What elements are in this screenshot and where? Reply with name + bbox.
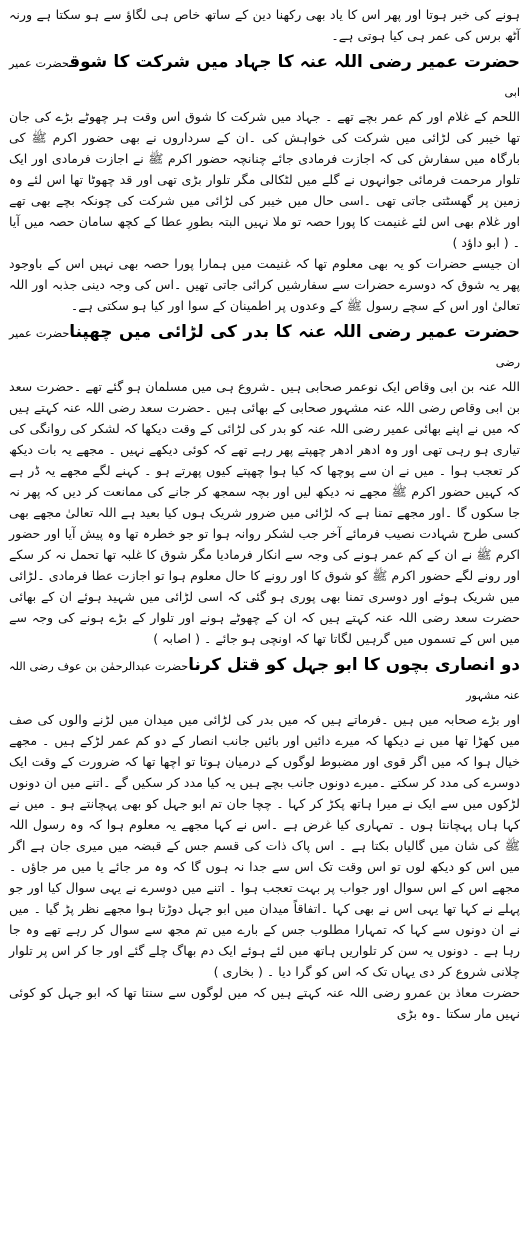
heading-note: حضرت عبدالرحمٰن بن عوف رضی اللہ عنہ مشہور bbox=[9, 660, 520, 702]
paragraph-commentary: ان جیسے حضرات کو یہ بھی معلوم تھا کہ غنیمت میں ہمارا پورا حصہ بھی نہیں اس کے باوجود پھر یہ شوق کہ دوسرے حضرات سے سفارشیں کرائی جاتی تھیں ۔اس کی وجہ دینی جذبہ اور اللہ تعالیٰ اور اس کے سچے رسول ﷺ کے وعدوں پر اطمینان کے سوا اور کیا ہو سکتی ہے۔ bbox=[9, 256, 520, 313]
heading-note: حضرت عمیر ابی bbox=[9, 57, 520, 99]
heading-title: حضرت عمیر رضی اللہ عنہ کا جہاد میں شرکت کا شوق bbox=[69, 51, 520, 71]
paragraph-umair-badr: اللہ عنہ بن ابی وقاص ایک نوعمر صحابی ہیں ۔شروع ہی میں مسلمان ہو گئے تھے ۔حضرت سعد بن ابی وقاص رضی اللہ عنہ مشہور صحابی کے بھائی ہیں ۔حضرت سعد رضی اللہ عنہ کہتے ہیں کہ میں نے اپنے بھائی عمیر رضی اللہ عنہ کو بدر کی لڑائی کے وقت دیکھا کہ لشکر کی روانگی کی تیاری ہو رہی تھی اور وہ ادھر ادھر چھپتے پھر رہے تھے کہ کوئی دیکھے نہیں ۔ مجھے یہ بات دیکھ کر تعجب ہوا ۔ میں نے ان سے پوچھا کہ کیا ہوا چھپتے کیوں پھرتے ہو ۔ کہنے لگے مجھے یہ ڈر ہے کہ کہیں حضور اکرم ﷺ مجھے نہ دیکھ لیں اور بچہ سمجھ کر جانے کی ممانعت کر دیں کہ پھر نہ جا سکوں گا ۔اور مجھے تمنا ہے کہ لڑائی میں ضرور شریک ہوں کیا بعید ہے اللہ تعالیٰ مجھے بھی کسی طرح شہادت نصیب فرمائے آخر جب لشکر روانہ ہوا تو جو خطرہ تھا وہ پیش آیا اور حضور اکرم ﷺ نے ان کے کم عمر ہونے کی وجہ سے انکار فرمادیا مگر شوق کا غلبہ تھا تحمل نہ کر سکے اور رونے لگے حضور اکرم ﷺ کو شوق کا اور رونے کا حال معلوم ہوا تو اجازت عطا فرمادی ۔لڑائی میں شریک ہوئے اور دوسری تمنا بھی پوری ہو گئی کہ اسی لڑائی میں شہید ہوئے ان کے بھائی حضرت سعد رضی اللہ عنہ کہتے ہیں کہ ان کے چھوٹے ہونے اور تلوار کے بڑے ہونے کی وجہ سے میں اس کے تسموں میں گرہیں لگاتا تھا کہ اونچی ہو جائے ۔ ( اصابہ ) bbox=[9, 379, 520, 646]
paragraph-muadh: حضرت معاذ بن عمرو رضی اللہ عنہ کہتے ہیں کہ میں لوگوں سے سنتا تھا کہ ابو جہل کو کوئی نہیں مار سکتا ۔وہ بڑی bbox=[9, 985, 520, 1021]
heading-title: دو انصاری بچوں کا ابو جہل کو قتل کرنا bbox=[188, 654, 520, 674]
paragraph-umair-khaibar: اللحم کے غلام اور کم عمر بچے تھے ۔ جہاد میں شرکت کا شوق اس وقت ہر چھوٹے بڑے کی جان تھا خیبر کی لڑائی میں شرکت کی خواہش کی ۔ان کے سرداروں نے بھی حضور اکرم ﷺ کی بارگاہ میں سفارش کی کہ اجازت فرمادی جائے چنانچہ حضور اکرم ﷺ نے اجازت فرمادی اور ایک تلوار مرحمت فرمائی جوانہوں نے گلے میں لٹکالی مگر تلوار بڑی تھی اور قد چھوٹا تھا اس لئے وہ زمین پر گھسٹتی جاتی تھی ۔اسی حال میں خیبر کی لڑائی میں شرکت کی چونکہ بچے بھی تھے اور غلام بھی اس لئے غنیمت کا پورا حصہ تو ملا نہیں البتہ بطورِ عطا کے کچھ سامان حصہ میں آیا ۔ ( ابو داؤد ) bbox=[9, 109, 520, 250]
heading-title: حضرت عمیر رضی اللہ عنہ کا بدر کی لڑائی میں چھپنا bbox=[69, 321, 520, 341]
heading-note: حضرت عمیر رضی bbox=[9, 327, 520, 369]
section-heading-umair-jihad bbox=[9, 48, 520, 106]
paragraph-abu-jahl: اور بڑے صحابہ میں ہیں ۔فرماتے ہیں کہ میں بدر کی لڑائی میں میدان میں لڑنے والوں کی صف میں کھڑا تھا میں نے دیکھا کہ میرے دائیں اور بائیں جانب انصار کے دو کم عمر لڑکے ہیں ۔ مجھے خیال ہوا کہ میں اگر قوی اور مضبوط لوگوں کے درمیان ہوتا تو اچھا تھا کہ ضرورت کے وقت ایک دوسرے کی مدد کر سکتے ۔میرے دونوں جانب بچے ہیں یہ کیا مدد کر سکیں گے ۔اتنے میں ان دونوں لڑکوں میں سے ایک نے میرا ہاتھ پکڑ کر کہا ۔ چچا جان تم ابو جہل کو بھی پہچانتے ہو ۔ میں نے کہا ہاں پہچانتا ہوں ۔ تمہاری کیا غرض ہے ۔اس نے کہا مجھے یہ معلوم ہوا کہ وہ رسول اللہ ﷺ کی شان میں گالیاں بکتا ہے ۔ اس پاک ذات کی قسم جس کے قبضہ میں میری جان ہے اگر میں اس کو دیکھ لوں تو اس وقت تک اس سے جدا نہ ہوں گا کہ وہ مر جائے یا میں مر جاؤں ۔ مجھے اس کے اس سوال اور جواب پر بہت تعجب ہوا ۔ اتنے میں دوسرے نے یہی سوال کیا اور جو پہلے نے کہا تھا یہی اس نے بھی کہا ۔اتفاقاً میدان میں ابو جہل دوڑتا ہوا مجھے نظر پڑ گیا ۔ میں نے ان دونوں سے کہا کہ تمہارا مطلوب جس کے بارے میں تم مجھ سے سوال کر رہے تھے وہ جا رہا ہے ۔ دونوں یہ سن کر تلواریں ہاتھ میں لئے ہوئے ایک دم بھاگ چلے گئے اور جا کر اس پر تلوار چلانی شروع کر دی یہاں تک کہ اس کو گرا دیا ۔ ( بخاری ) bbox=[9, 712, 520, 979]
section-heading-two-ansari-boys bbox=[9, 651, 520, 709]
intro-paragraph: ہونے کی خبر ہوتا اور پھر اس کا یاد بھی رکھنا دین کے ساتھ خاص ہی لگاؤ سے ہو سکتا ہے ورنہ آٹھ برس کی عمر ہی کیا ہوتی ہے۔ bbox=[9, 7, 520, 43]
section-heading-umair-badr bbox=[9, 318, 520, 376]
